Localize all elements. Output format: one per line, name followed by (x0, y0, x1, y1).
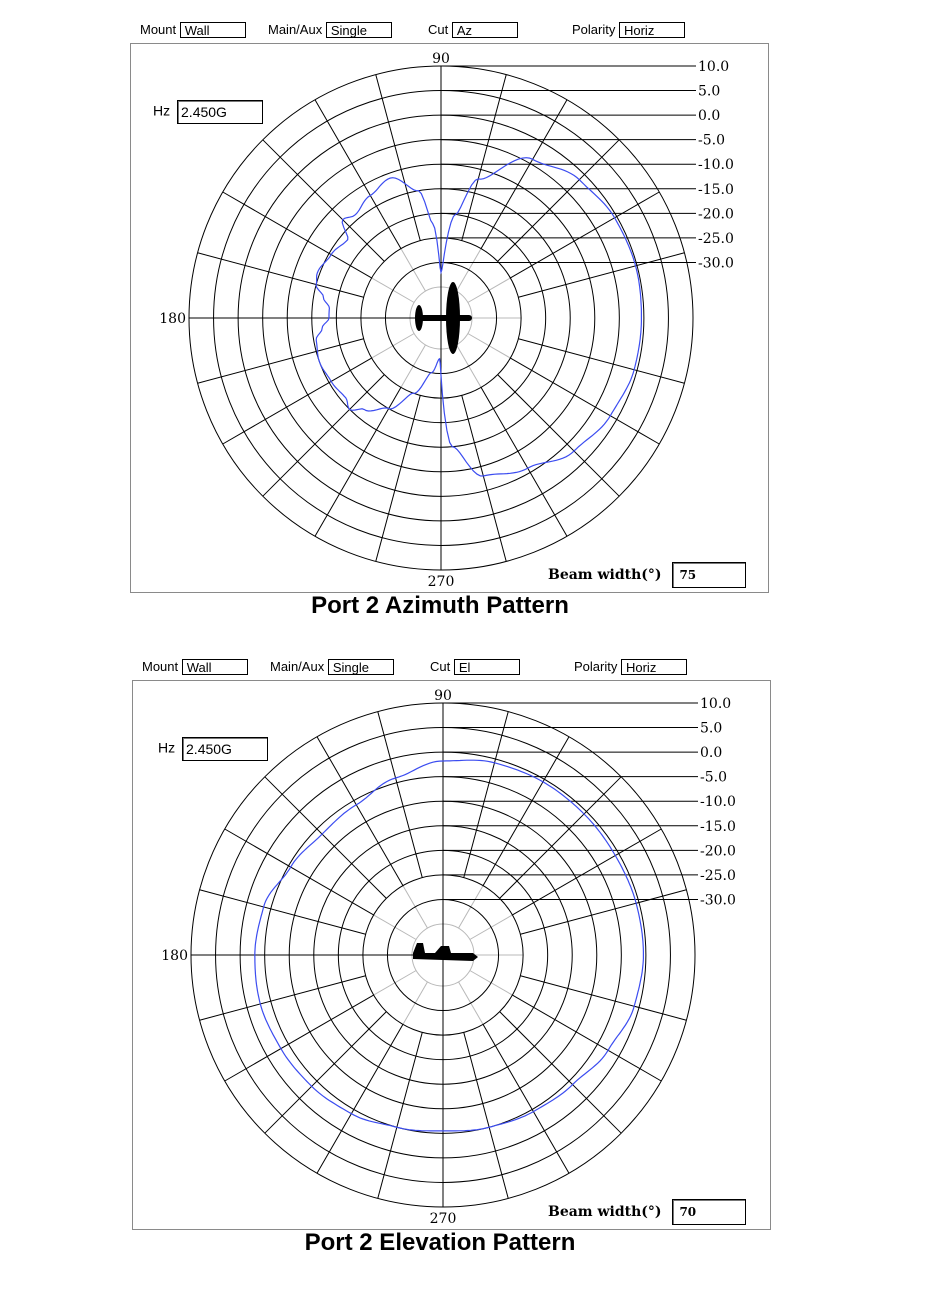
ring-label: -25.0 (700, 867, 736, 884)
grid-spoke (500, 1012, 622, 1134)
ring-label: -30.0 (700, 892, 736, 909)
angle-label-270: 270 (427, 574, 455, 590)
ring-label: 10.0 (700, 696, 732, 712)
grid-spoke (263, 140, 385, 262)
cut-label: Cut (430, 658, 451, 674)
frequency-field (158, 737, 268, 761)
grid-spoke (265, 777, 387, 899)
mount-label: Mount (142, 658, 179, 674)
azimuth-panel (0, 0, 936, 640)
hz-label: Hz (153, 102, 171, 119)
cut-label: Cut (428, 21, 449, 37)
mainaux-label: Main/Aux (268, 21, 323, 37)
airplane-tail (413, 943, 425, 953)
mainaux-value[interactable]: Single (328, 659, 394, 675)
frequency-value[interactable]: 2.450G (177, 100, 263, 124)
ring-label: 5.0 (698, 83, 721, 100)
frequency-field (153, 100, 263, 124)
polarity-label: Polarity (572, 21, 616, 37)
beam-width-value[interactable]: 70 (672, 1199, 746, 1225)
angle-label-90: 90 (434, 688, 452, 704)
mainaux-value[interactable]: Single (326, 22, 392, 38)
ring-labels (441, 59, 734, 271)
cut-value[interactable]: Az (452, 22, 518, 38)
polarity-value[interactable]: Horiz (621, 659, 687, 675)
beam-width-label: Beam width(°) (548, 567, 662, 583)
beam-width-field (548, 562, 746, 588)
ring-labels (443, 696, 736, 908)
beam-width-label: Beam width(°) (548, 1204, 662, 1220)
mount-label: Mount (140, 21, 177, 37)
ring-label: -10.0 (698, 157, 734, 174)
airplane-fuselage (413, 953, 478, 961)
beam-width-field (548, 1199, 746, 1225)
airplane-fuselage (419, 315, 469, 321)
ring-label: -15.0 (698, 181, 734, 198)
polar-plot (0, 0, 936, 640)
ring-label: -30.0 (698, 255, 734, 272)
ring-label: 5.0 (700, 720, 723, 737)
airplane-cockpit (435, 946, 451, 953)
pattern-series-line (255, 760, 644, 1131)
polarity-label: Polarity (574, 658, 618, 674)
ring-label: 10.0 (698, 59, 730, 75)
ring-label: -15.0 (700, 818, 736, 835)
mount-value[interactable]: Wall (182, 659, 248, 675)
frequency-value[interactable]: 2.450G (182, 737, 268, 761)
ring-label: -5.0 (700, 769, 727, 786)
ring-label: 0.0 (698, 108, 721, 125)
ring-label: 0.0 (700, 745, 723, 762)
grid-spoke (500, 777, 622, 899)
ring-label: -20.0 (698, 206, 734, 223)
grid-spoke (498, 375, 620, 497)
chart-title: Port 2 Azimuth Pattern (311, 592, 569, 619)
chart-title: Port 2 Elevation Pattern (304, 1229, 576, 1256)
ring-label: -5.0 (698, 132, 725, 149)
angle-label-90: 90 (432, 51, 450, 67)
angle-label-180: 180 (159, 311, 186, 327)
pattern-series-line (316, 158, 641, 476)
elevation-panel (0, 637, 936, 1277)
ring-label: -20.0 (700, 843, 736, 860)
airplane-tail (415, 305, 423, 331)
polar-plot (0, 637, 936, 1277)
airplane-side-view-icon (413, 943, 478, 961)
ring-label: -25.0 (698, 230, 734, 247)
grid-spoke (265, 1012, 387, 1134)
airplane-nose (466, 315, 472, 321)
mainaux-label: Main/Aux (270, 658, 325, 674)
cut-value[interactable]: El (454, 659, 520, 675)
beam-width-value[interactable]: 75 (672, 562, 746, 588)
ring-label: -10.0 (700, 794, 736, 811)
polarity-value[interactable]: Horiz (619, 22, 685, 38)
angle-label-180: 180 (161, 948, 188, 964)
grid-spoke (263, 375, 385, 497)
hz-label: Hz (158, 739, 176, 756)
angle-label-270: 270 (429, 1211, 457, 1227)
mount-value[interactable]: Wall (180, 22, 246, 38)
